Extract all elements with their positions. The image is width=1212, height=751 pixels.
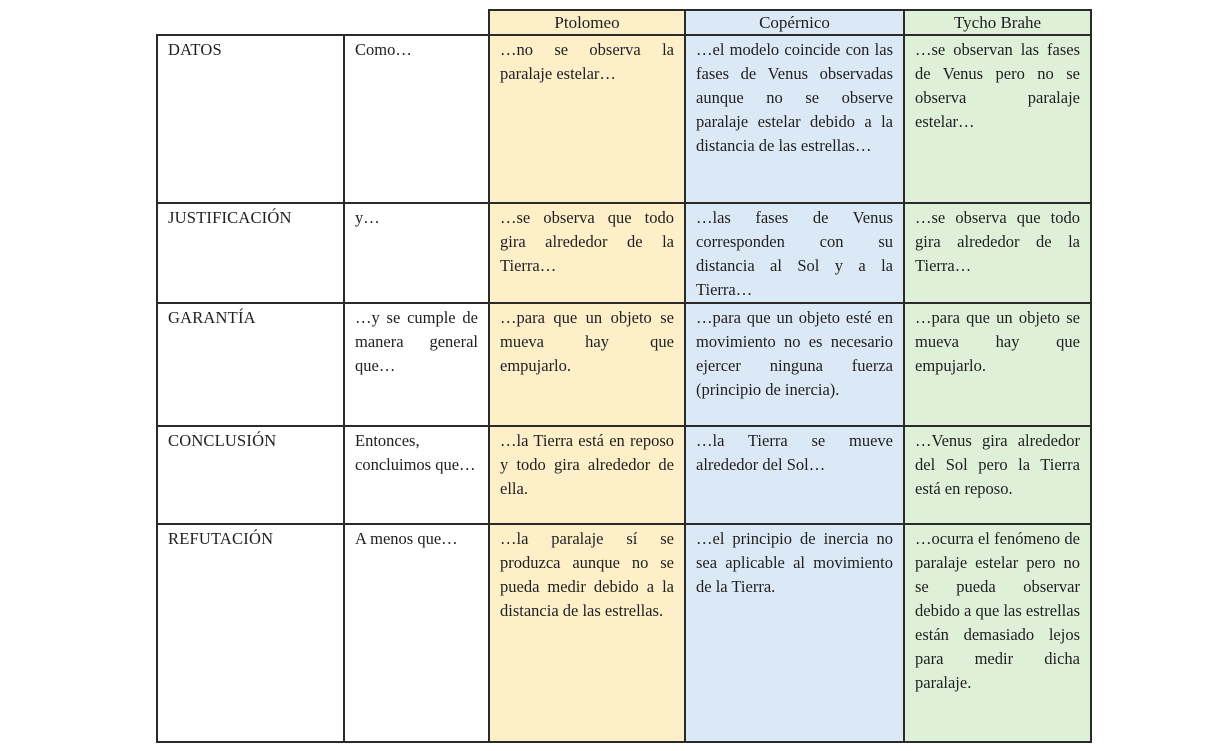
cell-tycho-brahe: …se observan las fases de Venus pero no se observa paralaje estelar… xyxy=(904,35,1091,203)
row-conclusion xyxy=(157,426,1091,524)
row-label: JUSTIFICACIÓN xyxy=(157,203,344,303)
cell-tycho-brahe: …Venus gira alrededor del Sol pero la Tierra está en reposo. xyxy=(904,426,1091,524)
row-label: CONCLUSIÓN xyxy=(157,426,344,524)
row-refutacion xyxy=(157,524,1091,742)
cell-ptolomeo: …no se observa la paralaje estelar… xyxy=(489,35,685,203)
row-label: GARANTÍA xyxy=(157,303,344,426)
row-garantia xyxy=(157,303,1091,426)
cell-tycho-brahe: …para que un objeto se mueva hay que empujarlo. xyxy=(904,303,1091,426)
row-label: DATOS xyxy=(157,35,344,203)
cell-tycho-brahe: …ocurra el fenómeno de paralaje estelar pero no se pueda observar debido a que las estrellas están demasiado lejos para medir dicha paralaje. xyxy=(904,524,1091,742)
cell-ptolomeo: …para que un objeto se mueva hay que empujarlo. xyxy=(489,303,685,426)
row-datos xyxy=(157,35,1091,203)
header-ptolomeo: Ptolomeo xyxy=(489,10,685,35)
cell-ptolomeo: …la Tierra está en reposo y todo gira alrededor de ella. xyxy=(489,426,685,524)
row-connector: …y se cumple de manera general que… xyxy=(344,303,489,426)
row-connector: A menos que… xyxy=(344,524,489,742)
header-row xyxy=(157,10,1091,35)
row-label: REFUTACIÓN xyxy=(157,524,344,742)
cell-ptolomeo: …se observa que todo gira alrededor de la Tierra… xyxy=(489,203,685,303)
row-connector: Entonces, concluimos que… xyxy=(344,426,489,524)
header-tycho-brahe: Tycho Brahe xyxy=(904,10,1091,35)
row-justificacion xyxy=(157,203,1091,303)
header-blank-cell xyxy=(157,10,489,35)
cell-copernico: …el modelo coincide con las fases de Venus observadas aunque no se observe paralaje estelar debido a la distancia de las estrellas… xyxy=(685,35,904,203)
cell-copernico: …la Tierra se mueve alrededor del Sol… xyxy=(685,426,904,524)
cell-copernico: …las fases de Venus corresponden con su distancia al Sol y a la Tierra… xyxy=(685,203,904,303)
row-connector: y… xyxy=(344,203,489,303)
row-connector: Como… xyxy=(344,35,489,203)
cell-copernico: …para que un objeto esté en movimiento no es necesario ejercer ninguna fuerza (principio de inercia). xyxy=(685,303,904,426)
header-copernico: Copérnico xyxy=(685,10,904,35)
comparison-table xyxy=(156,9,1092,743)
cell-tycho-brahe: …se observa que todo gira alrededor de la Tierra… xyxy=(904,203,1091,303)
cell-copernico: …el principio de inercia no sea aplicable al movimiento de la Tierra. xyxy=(685,524,904,742)
cell-ptolomeo: …la paralaje sí se produzca aunque no se pueda medir debido a la distancia de las estrellas. xyxy=(489,524,685,742)
